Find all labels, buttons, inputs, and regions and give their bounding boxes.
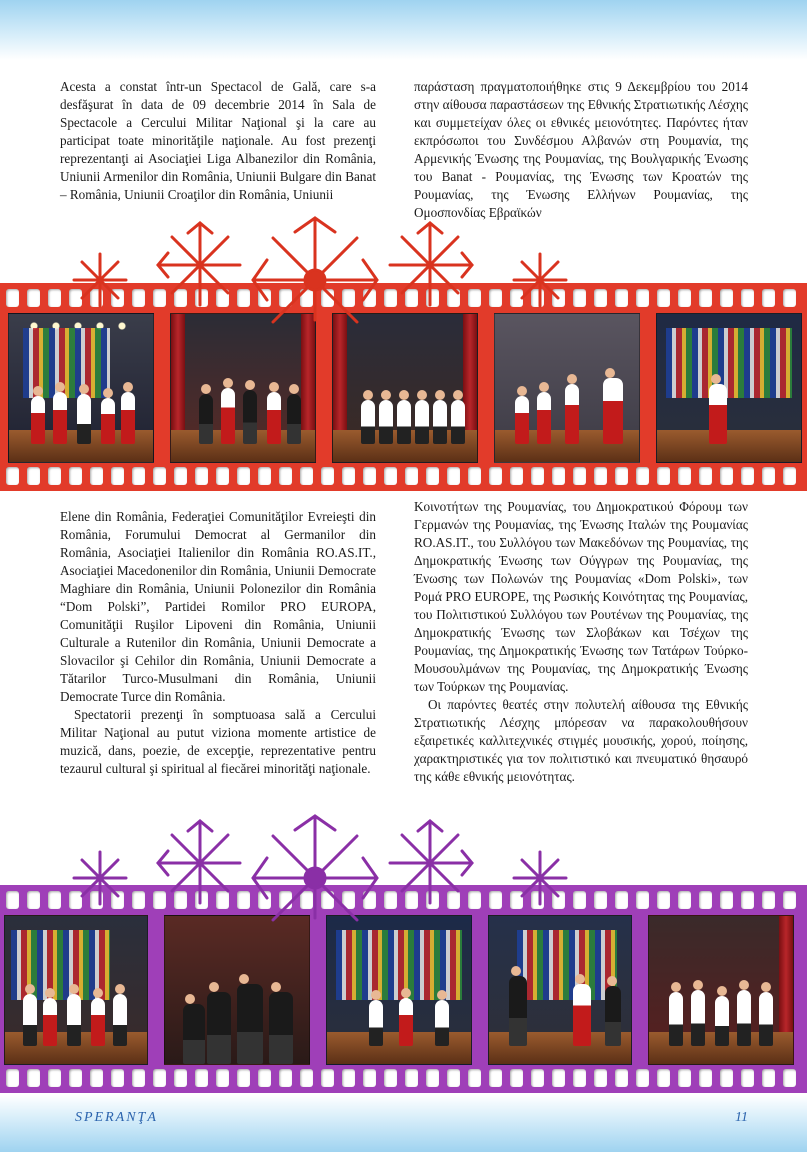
paragraph: παράσταση πραγματοποιήθηκε στις 9 Δεκεμβρίου του 2014 στην αίθουσα παραστάσεων της Εθνικής Στρατιωτικής Λέσχης και συμμετείχαν όλες οι εθνικές μειονότητες. Παρόντες ήταν εκπρόσωποι του Συνδέσμου Αλβανών στη Ρουμανία, της Αρμενικής Ένωσης της Ρουμανίας, της Βουλγαρικής Ένωσης του Banat - Ρουμανίας, της Ένωσης των Κροατών της Ρουμανίας, της Ένωσης Ελλήνων Ρουμανίας, της Ομοσπονδίας Εβραϊκών [414, 79, 748, 220]
romanian-column-top [60, 78, 376, 204]
photo-frame [494, 313, 640, 463]
photo-frame [332, 313, 478, 463]
film-perforations [0, 289, 807, 307]
photo-frame [4, 915, 148, 1065]
photo-frame [648, 915, 794, 1065]
photo-frame [170, 313, 316, 463]
film-perforations [0, 467, 807, 485]
film-perforations [0, 891, 807, 909]
paragraph: Κοινοτήτων της Ρουμανίας, του Δημοκρατικού Φόρουμ των Γερμανών της Ρουμανίας, της Ένωσης Ιταλών της Ρουμανίας RO.AS.IT., του Συλλόγου των Μακεδόνων της Ρουμανίας, της Δημοκρατικής Ένωσης των Ούγγρων της Ρουμανίας, της Ένωσης των Πολωνών της Ρουμανίας «Dom Polski», των Ρομά PRO EUROPE, της Ρωσικής Κοινότητας της Ρουμανίας, του Πολιτιστικού Συλλόγου των Ρουτένων της Ρουμανίας, της Δημοκρατικής Ένωσης των Σλοβάκων και Τσέχων της Ρουμανίας, της Δημοκρατικής Ένωσης των Τατάρων Τούρκο-Μουσουλμάνων της Ρουμανίας, της Δημοκρατικής Ένωσης των Τούρκων της Ρουμανίας. [414, 499, 748, 694]
paragraph: Elene din România, Federaţiei Comunităţilor Evreieşti din România, Forumului Democrat al Germanilor din România, Asociaţiei Italienilor din România RO.AS.IT., Asociaţiei Macedonenilor din România, Uniunii Democrate Maghiare din România, Uniunii Polonezilor din România “Dom Polski”, Partidei Romilor PRO EUROPA, Comunităţii Ruşilor Lipoveni din România, Uniunii Culturale a Rutenilor din România, Uniunii Democrate a Slovacilor şi Cehilor din România, Uniunii Democrate a Tătarilor Turco-Musulmani din România, Uniunii Democrate Turce din România. [60, 509, 376, 704]
paragraph: Acesta a constat într-un Spectacol de Gală, care s-a desfăşurat în data de 09 decembrie 2014 în Sala de Spectacole a Cercului Militar Naţional şi la care au participat toate minorităţile naţionale. Au fost prezenţi reprezentanţi ai Asociaţiei Liga Albanezilor din România, Uniunii Armenilor din România, Uniunii Bulgare din Banat – România, Uniunii Croaţilor din România, Uniunii [60, 79, 376, 202]
photo-frame [164, 915, 310, 1065]
film-perforations [0, 1069, 807, 1087]
header-band [0, 0, 807, 60]
page-number: 11 [735, 1110, 748, 1125]
paragraph: Οι παρόντες θεατές στην πολυτελή αίθουσα της Εθνικής Στρατιωτικής Λέσχης μπόρεσαν να παρακολουθήσουν εξαιρετικές καλλιτεχνικές στιγμές μουσικής, χορού, ποίησης, χαρακτηριστικές για τον πολιτιστικό και πνευματικό θησαυρό της κάθε εθνικής μειονότητας. [414, 697, 748, 784]
photo-frame [656, 313, 802, 463]
photo-filmstrip-red [0, 283, 807, 491]
photo-frame [8, 313, 154, 463]
paragraph: Spectatorii prezenţi în somptuoasa sală a Cercului Militar Naţional au putut viziona momente artistice de muzică, dans, poezie, de excepţie, reprezentative pentru tezaurul cultural şi spiritual al fiecărei minorităţi naţionale. [60, 707, 376, 776]
photo-frame [326, 915, 472, 1065]
magazine-name: SPERANŢA [75, 1110, 158, 1125]
photo-frame [488, 915, 632, 1065]
greek-column-top [414, 78, 748, 222]
photo-filmstrip-purple [0, 885, 807, 1093]
romanian-column-bottom [60, 508, 376, 778]
greek-column-bottom [414, 498, 748, 786]
